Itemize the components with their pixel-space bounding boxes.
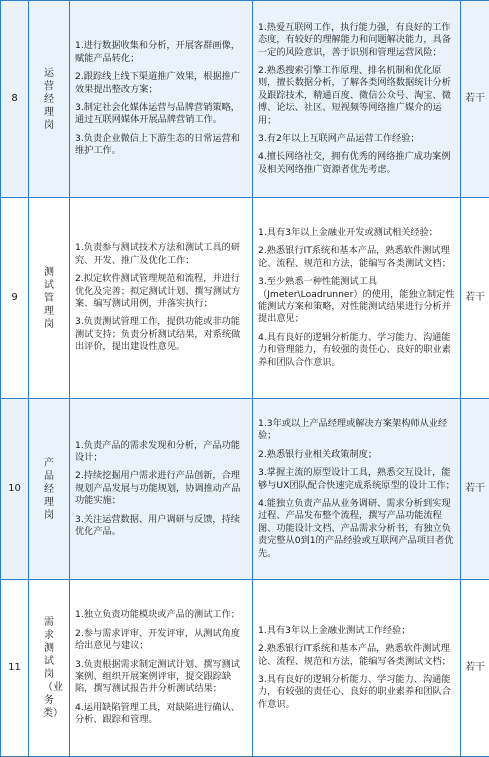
row-number: 9 (1, 198, 29, 399)
duty-item: 3.制定社会化媒体运营与品牌营销策略，通过互联网媒体开展品牌营销工作。 (75, 102, 248, 127)
requirement-item: 1.热爱互联网工作，执行能力强，有良好的工作态度，有较好的理解能力和问题解决能力，具备一定的风险意识，善于识别和管理运营风险； (258, 22, 456, 59)
requirement-item: 1.3年或以上产品经理或解决方案架构师从业经验； (258, 418, 456, 443)
requirement-item: 2.熟悉搜索引擎工作原理、排名机制和优化原则，擅长数据分析，了解各类网络数据统计分析及跟踪技术，精通百度、微信公众号、淘宝、微博、论坛、社区、短视频等网络推广媒介的运用； (258, 65, 456, 127)
requirements-cell (253, 399, 461, 580)
duty-item: 3.关注运营数据、用户调研与反馈，持续优化产品。 (75, 514, 248, 539)
position-name (29, 198, 70, 399)
requirements-cell (253, 580, 461, 757)
headcount: 若干 (461, 1, 489, 198)
table-row (1, 1, 489, 198)
position-name (29, 580, 70, 757)
duty-item: 3.负责根据需求制定测试计划、撰写测试案例、组织开展案例评审，提交跟踪缺陷，撰写测试报告并分析测试结果； (75, 659, 248, 696)
duties-cell (70, 198, 253, 399)
duty-item: 3.负责企业微信上下游生态的日常运营和维护工作。 (75, 133, 248, 158)
requirement-item: 4.能独立负责产品从业务调研、需求分析到实现过程、产品发布整个流程，撰写产品功能流程图、功能设计文档、产品需求分析书，有独立负责完整从0到1的产品经验或互联网产品项目者优先。 (258, 498, 456, 560)
requirement-item: 1.具有3年以上金融业开发或测试相关经验； (258, 227, 456, 239)
table-body (1, 1, 489, 757)
row-number: 11 (1, 580, 29, 757)
table-row (1, 580, 489, 757)
duty-item: 2.参与需求评审、开发评审，从测试角度给出意见与建议； (75, 628, 248, 653)
position-name-text: 测试管理岗 (43, 266, 55, 331)
duties-cell (70, 1, 253, 198)
headcount: 若干 (461, 198, 489, 399)
requirement-item: 2.熟悉银行业相关政策制度； (258, 449, 456, 461)
requirement-item: 3.掌握主流的原型设计工具，熟悉交互设计，能够与UX团队配合快速完成系统原型的设计工作； (258, 467, 456, 492)
duty-item: 2.拟定软件测试管理规范和流程，并进行优化及完善；拟定测试计划、撰写测试方案、编写测试用例，并落实执行； (75, 273, 248, 310)
requirements-cell (253, 1, 461, 198)
position-name (29, 1, 70, 198)
requirement-item: 2.熟悉银行IT系统和基本产品，熟悉软件测试理论、流程、规范和方法，能编写各类测试文档； (258, 245, 456, 270)
requirement-item: 3.具有良好的逻辑分析能力、学习能力、沟通能力，有较强的责任心、良好的职业素养和团队合作意识。 (258, 674, 456, 711)
duties-cell (70, 399, 253, 580)
duty-item: 3.负责测试管理工作，提供功能或非功能测试支持；负责分析测试结果，对系统做出评价，提出建设性意见。 (75, 316, 248, 353)
position-name-text: 运营经理岗 (43, 67, 55, 132)
duty-item: 1.进行数据收集和分析，开展客群画像，赋能产品转化； (75, 40, 248, 65)
position-name (29, 399, 70, 580)
row-number: 8 (1, 1, 29, 198)
position-name-text: 产品经理岗 (43, 457, 55, 522)
requirement-item: 4.擅长网络社交，拥有优秀的网络推广成功案例及相关网络推广资源者优先考虑。 (258, 151, 456, 176)
requirements-cell (253, 198, 461, 399)
requirement-item: 2.熟悉银行IT系统和基本产品，熟悉软件测试理论、流程、规范和方法，能编写各类测试文档； (258, 643, 456, 668)
duty-item: 2.跟踪线上线下渠道推广效果，根据推广效果提出整改方案； (75, 71, 248, 96)
duty-item: 1.独立负责功能模块或产品的测试工作； (75, 609, 248, 621)
requirement-item: 4.具有良好的逻辑分析能力、学习能力、沟通能力和管理能力，有较强的责任心、良好的职业素养和团队合作意识。 (258, 332, 456, 369)
duty-item: 1.负责参与测试技术方法和测试工具的研究、开发、推广及优化工作； (75, 242, 248, 267)
row-number: 10 (1, 399, 29, 580)
duty-item: 2.持续挖掘用户需求进行产品创新，合理规划产品发展与功能规划，协调推动产品功能实施； (75, 470, 248, 507)
duties-cell (70, 580, 253, 757)
table-row (1, 399, 489, 580)
headcount: 若干 (461, 399, 489, 580)
position-name-text: 需求测试岗（业务类） (43, 616, 55, 720)
headcount: 若干 (461, 580, 489, 757)
duty-item: 4.运用缺陷管理工具，对缺陷进行确认、分析、跟踪和管理。 (75, 702, 248, 727)
duty-item: 1.负责产品的需求发现和分析，产品功能设计； (75, 440, 248, 465)
requirement-item: 3.有2年以上互联网产品运营工作经验； (258, 133, 456, 145)
requirement-item: 1.具有3年以上金融业测试工作经验； (258, 625, 456, 637)
table-row (1, 198, 489, 399)
requirement-item: 3.至少熟悉一种性能测试工具（Jmeter\Loadrunner）的使用，能独立制定性能测试方案和策略，对性能测试结果进行分析并提出意见； (258, 276, 456, 326)
